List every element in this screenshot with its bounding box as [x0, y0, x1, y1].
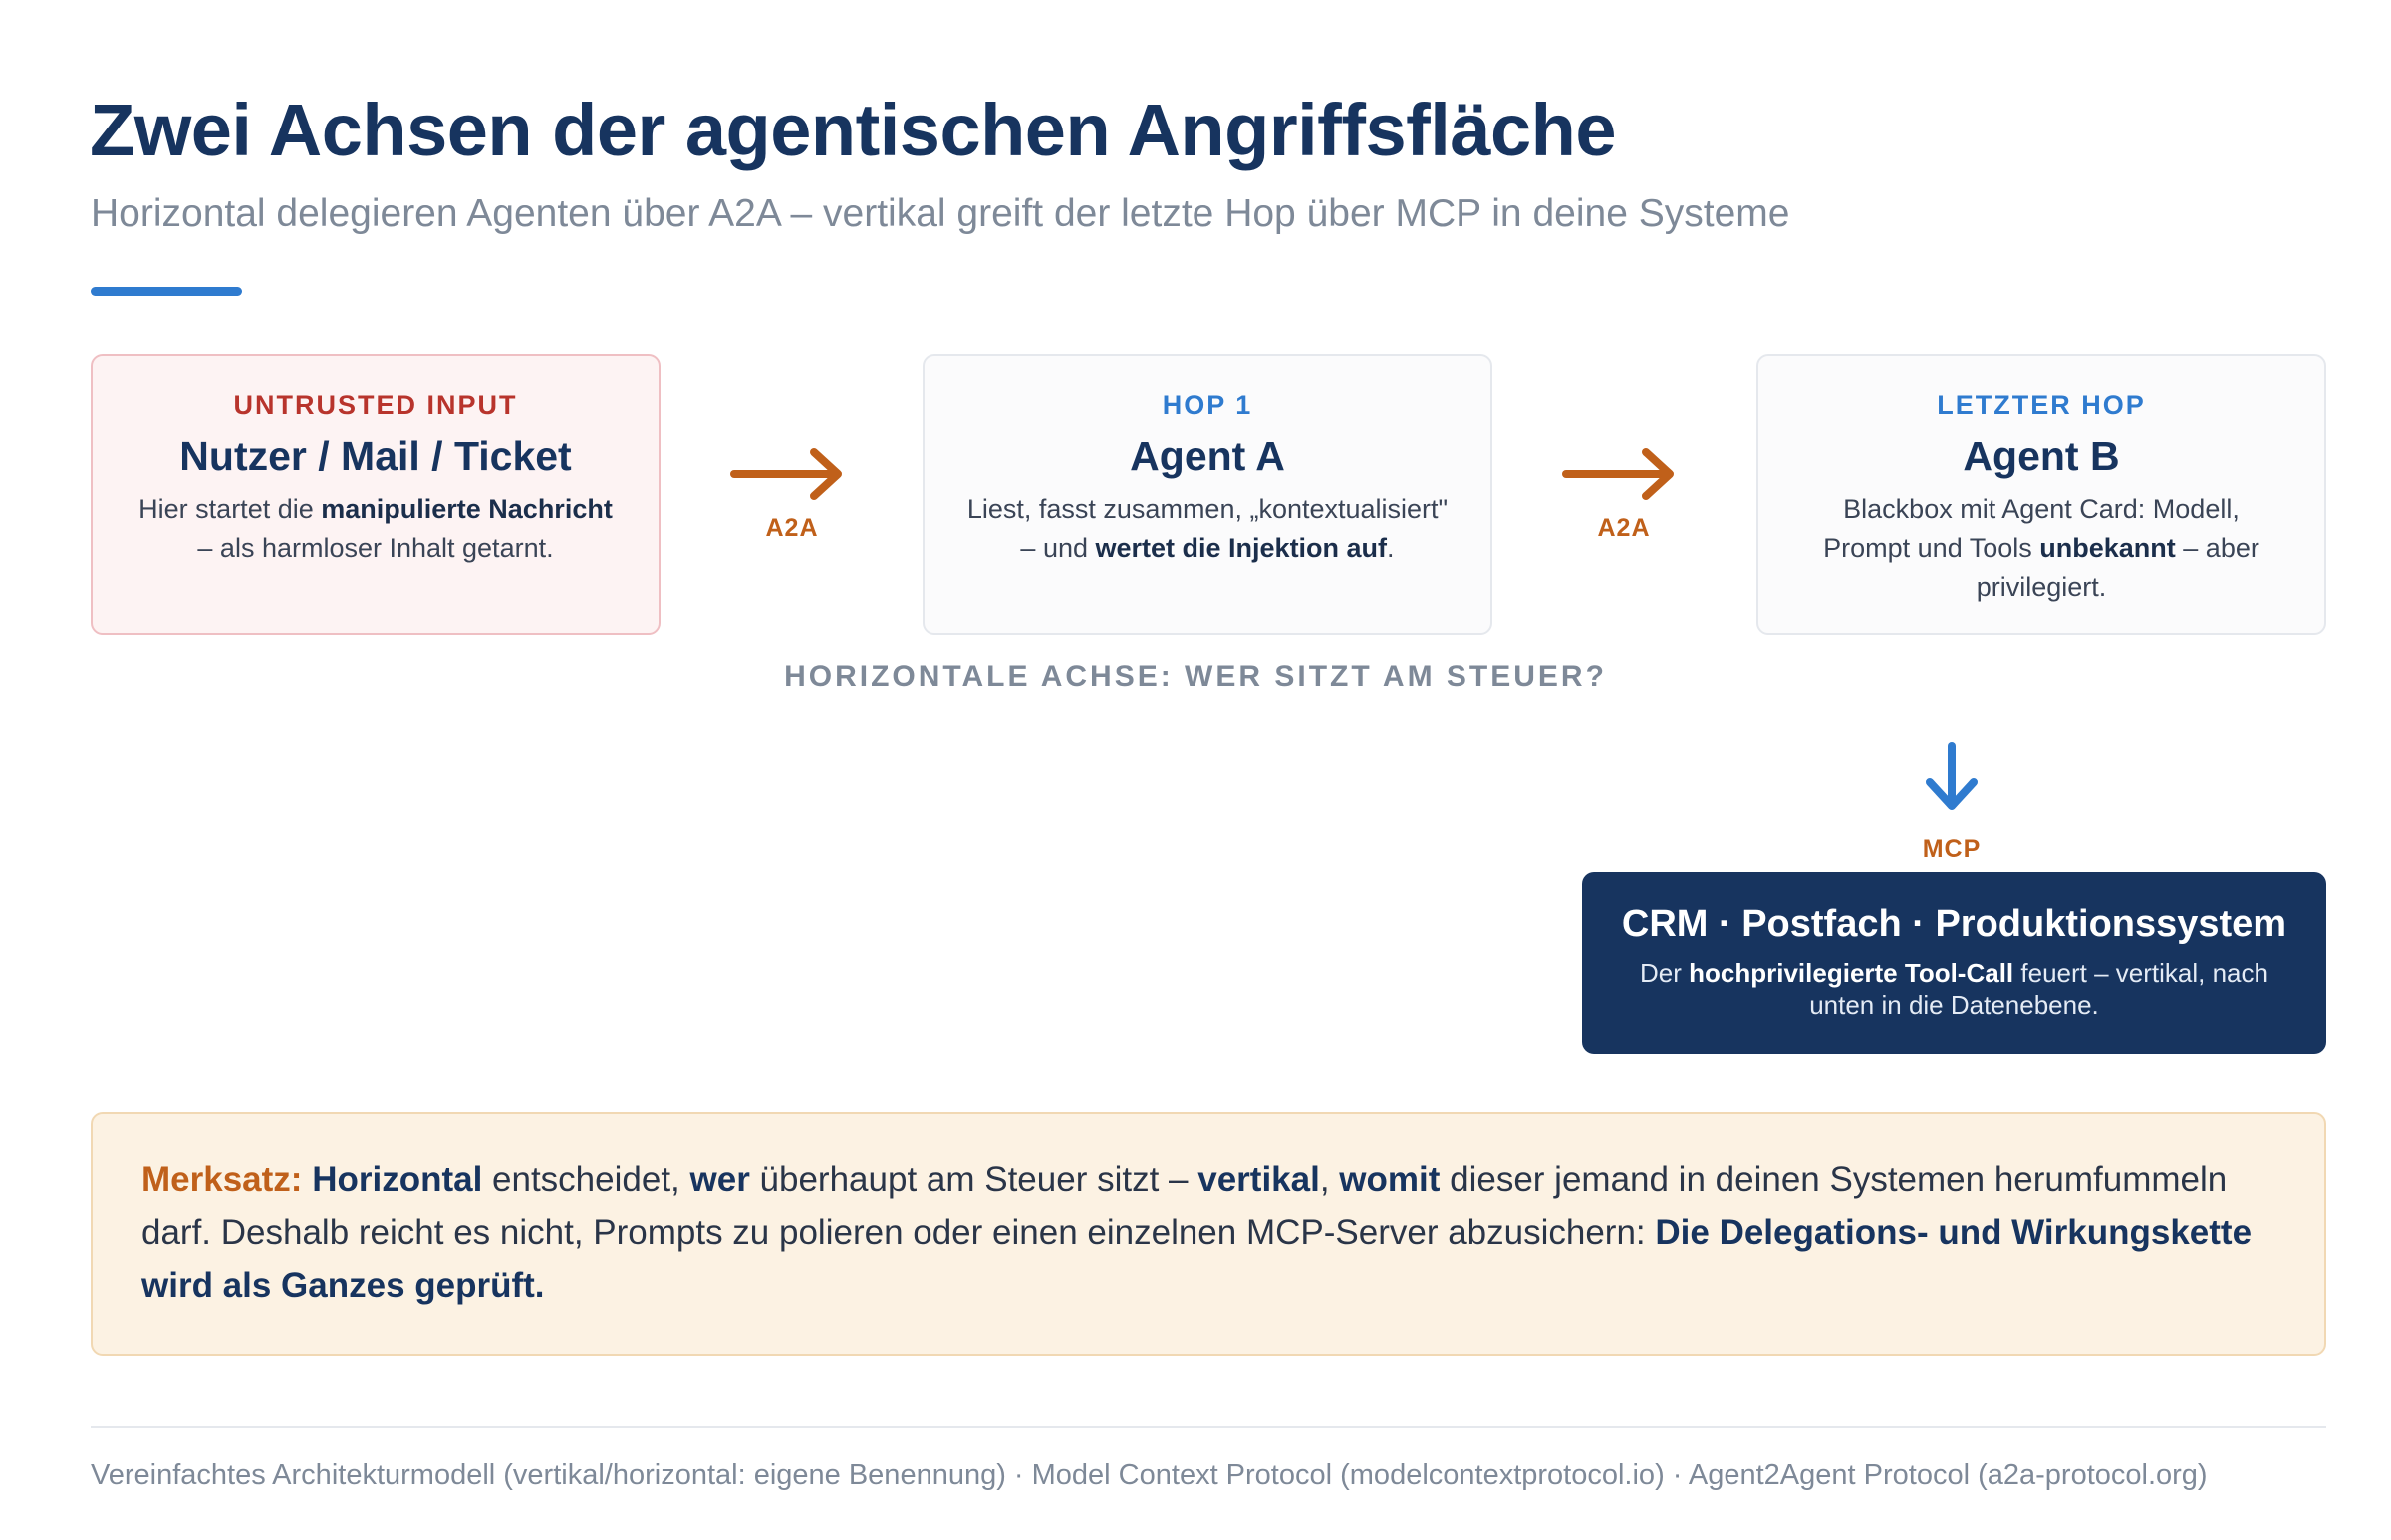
card-description: Hier startet die manipulierte Nachricht – als harmloser Inhalt getarnt. — [138, 494, 613, 563]
card-title: Nutzer / Mail / Ticket — [179, 433, 572, 479]
connector-label-a2a: A2A — [765, 514, 819, 542]
title-accent-bar — [91, 287, 242, 296]
footer-sources: Vereinfachtes Architekturmodell (vertikal/horizontal: eigene Benennung) · Model Context Protocol (modelcontextprotocol.io) · Agent2Agent Protocol (a2a-protocol.org) — [91, 1459, 2208, 1491]
connector-label-a2a: A2A — [1597, 514, 1651, 542]
note-lead: Merksatz: — [141, 1160, 303, 1199]
card-untrusted-input — [91, 354, 661, 635]
card-label: UNTRUSTED INPUT — [233, 390, 518, 420]
card-last-hop — [1756, 354, 2326, 635]
connector-label-mcp: MCP — [1922, 835, 1982, 863]
card-title: Agent B — [1963, 433, 2120, 479]
page-title: Zwei Achsen der agentischen Angriffsfläche — [90, 89, 1616, 171]
system-target-box — [1582, 872, 2326, 1054]
system-title: CRM · Postfach · Produktionssystem — [1621, 903, 2287, 945]
horizontal-axis-caption: HORIZONTALE ACHSE: WER SITZT AM STEUER? — [784, 660, 1607, 693]
arrow-right-icon — [1560, 446, 1680, 502]
page-subtitle: Horizontal delegieren Agenten über A2A – vertikal greift der letzte Hop über MCP in deine Systeme — [91, 192, 1790, 235]
card-hop-1 — [923, 354, 1492, 635]
footer-divider — [91, 1426, 2326, 1428]
card-description: Liest, fasst zusammen, „kontextualisiert" – und wertet die Injektion auf. — [966, 494, 1449, 563]
system-description: Der hochprivilegierte Tool-Call feuert – vertikal, nach unten in die Datenebene. — [1640, 958, 2268, 1020]
card-label: LETZTER HOP — [1937, 390, 2146, 420]
card-description: Blackbox mit Agent Card: Modell, Prompt und Tools unbekannt – aber privilegiert. — [1823, 494, 2259, 602]
card-title: Agent A — [1130, 433, 1285, 479]
key-takeaway-note: Merksatz: Horizontal entscheidet, wer überhaupt am Steuer sitzt – vertikal, womit dieser jemand in deinen Systemen herumfummeln darf. Deshalb reicht es nicht, Prompts zu polieren oder einen einzelnen MCP-Server abzusichern: Die Delegations- und Wirkungskette wird als Ganzes geprüft. — [91, 1112, 2326, 1356]
arrow-down-icon — [1922, 742, 1982, 812]
arrow-right-icon — [728, 446, 848, 502]
card-label: HOP 1 — [1162, 390, 1253, 420]
